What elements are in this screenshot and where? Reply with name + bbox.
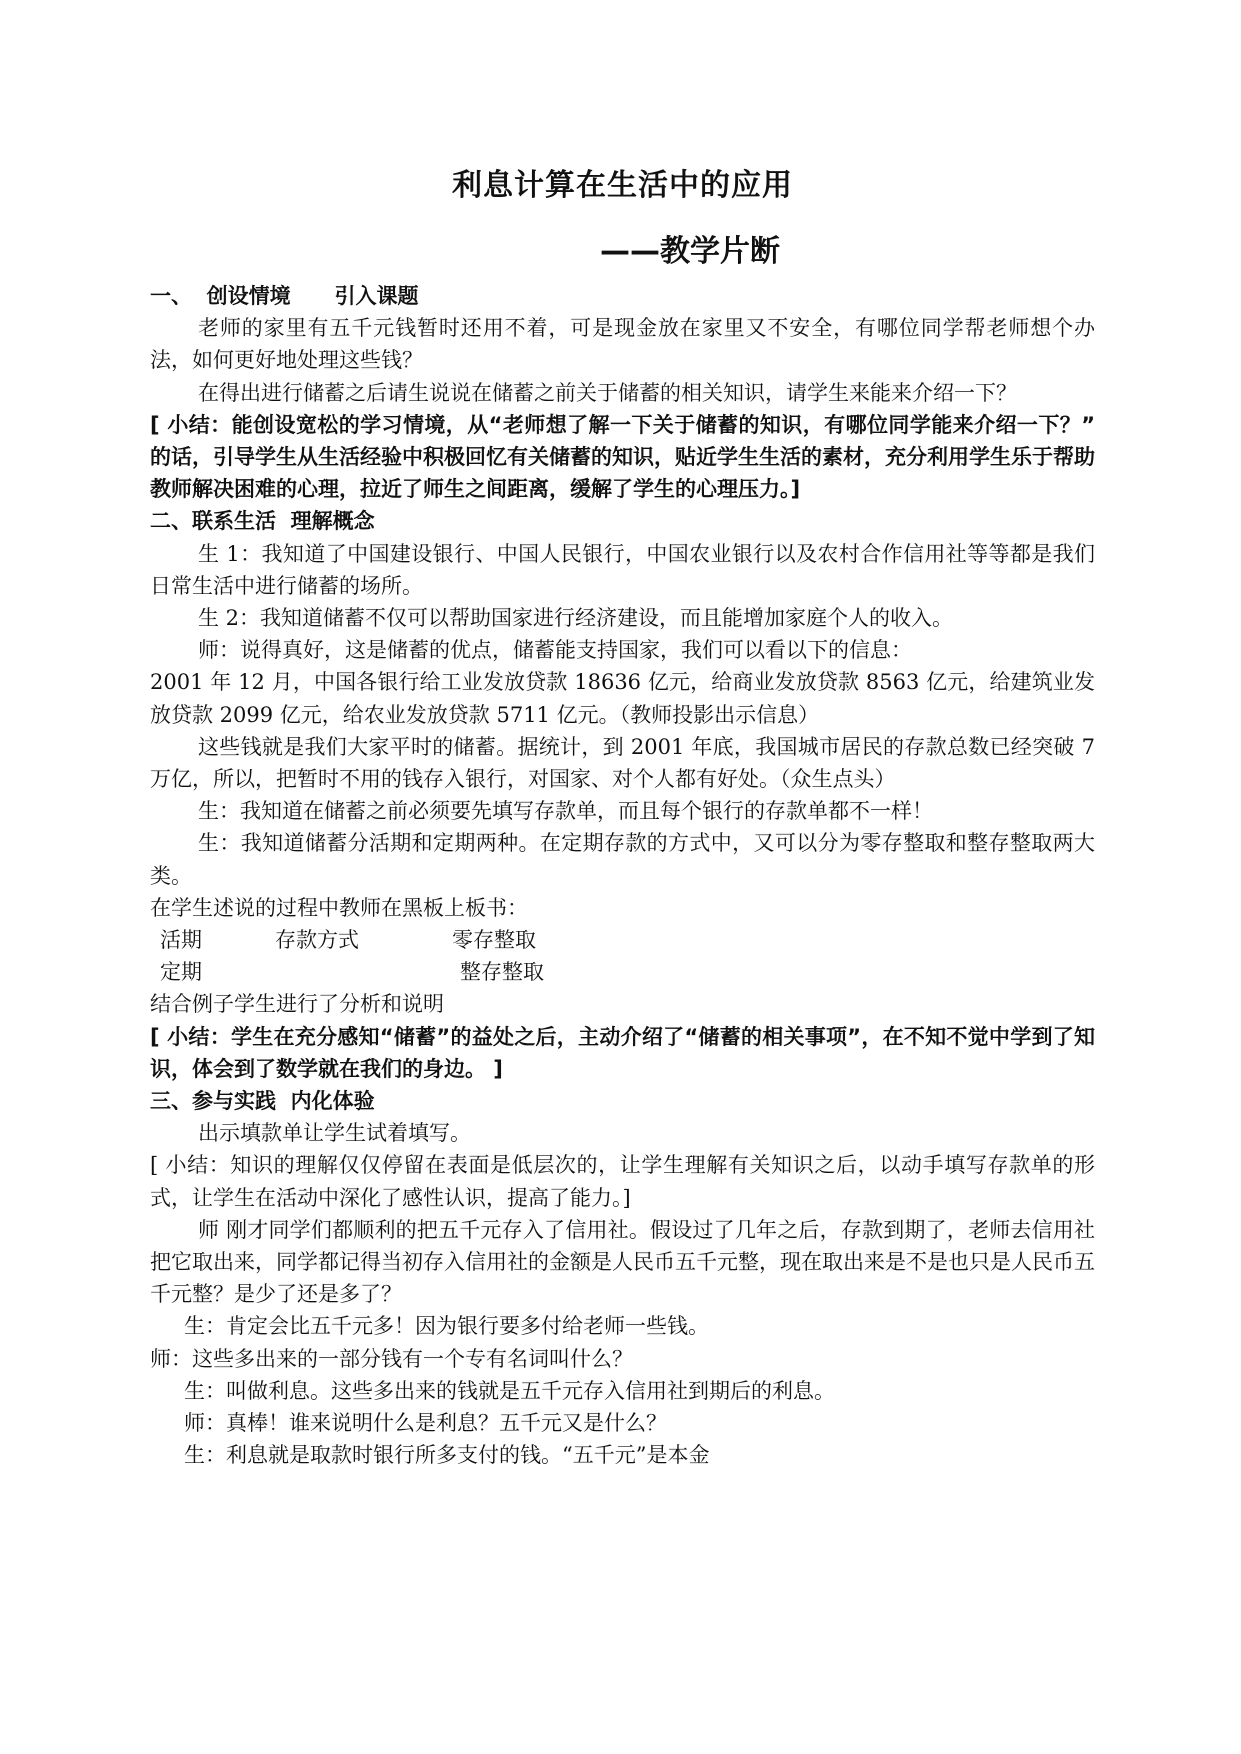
section-3-summary: [ 小结：知识的理解仅仅停留在表面是低层次的，让学生理解有关知识之后，以动手填写存款单的形式，让学生在活动中深化了感性认识，提高了能力。]	[150, 1153, 1095, 1210]
paragraph: 生：我知道储蓄分活期和定期两种。在定期存款的方式中，又可以分为零存整取和整存整取两大类。	[150, 831, 1095, 888]
paragraph: 在学生述说的过程中教师在黑板上板书：	[150, 895, 528, 920]
paragraph: 在得出进行储蓄之后请生说说在储蓄之前关于储蓄的相关知识，请学生来能来介绍一下？	[198, 380, 1017, 405]
paragraph: 这些钱就是我们大家平时的储蓄。据统计，到 2001 年底，我国城市居民的存款总数已经突破 7 万亿，所以，把暂时不用的钱存入银行，对国家、对个人都有好处。（众生点头）	[150, 734, 1095, 792]
paragraph: 结合例子学生进行了分析和说明	[150, 992, 444, 1017]
board-item: 活期	[160, 928, 202, 953]
paragraph: 师：这些多出来的一部分钱有一个专有名词叫什么？	[150, 1346, 633, 1371]
paragraph: 师：说得真好，这是储蓄的优点，储蓄能支持国家，我们可以看以下的信息：	[198, 638, 912, 663]
paragraph: 生：叫做利息。这些多出来的钱就是五千元存入信用社到期后的利息。	[184, 1378, 835, 1403]
paragraph: 生：肯定会比五千元多！因为银行要多付给老师一些钱。	[184, 1314, 709, 1339]
paragraph: 师：真棒！谁来说明什么是利息？五千元又是什么？	[184, 1411, 667, 1436]
paragraph: 生：利息就是取款时银行所多支付的钱。“五千元”是本金	[184, 1443, 710, 1468]
document-subtitle: ——教学片断	[600, 234, 780, 269]
paragraph: 生 2：我知道储蓄不仅可以帮助国家进行经济建设，而且能增加家庭个人的收入。	[198, 606, 954, 631]
paragraph: 2001 年 12 月，中国各银行给工业发放贷款 18636 亿元，给商业发放贷款 8563 亿元，给建筑业发放贷款 2099 亿元，给农业发放贷款 5711 亿元。（教师投影出示信息）	[150, 670, 1095, 727]
section-1-heading: 一、 创设情境 引入课题	[150, 284, 419, 308]
paragraph: 生：我知道在储蓄之前必须要先填写存款单，而且每个银行的存款单都不一样！	[198, 799, 933, 824]
document-body	[150, 280, 1095, 1471]
section-2-summary: [ 小结：学生在充分感知“储蓄”的益处之后，主动介绍了“储蓄的相关事项”，在不知不觉中学到了知识，体会到了数学就在我们的身边。 ]	[150, 1024, 1095, 1081]
board-item: 存款方式	[275, 928, 359, 953]
board-item: 整存整取	[460, 960, 544, 985]
board-row	[150, 924, 1095, 956]
paragraph: 生 1：我知道了中国建设银行、中国人民银行，中国农业银行以及农村合作信用社等等都是我们日常生活中进行储蓄的场所。	[150, 541, 1095, 598]
section-1-summary: [ 小结：能创设宽松的学习情境，从“老师想了解一下关于储蓄的知识，有哪位同学能来介绍一下？” 的话，引导学生从生活经验中积极回忆有关储蓄的知识，贴近学生生活的素材，充分利用学生乐于帮助教师解决困难的心理，拉近了师生之间距离，缓解了学生的心理压力。]	[150, 412, 1095, 502]
section-2-heading: 二、联系生活 理解概念	[150, 509, 375, 534]
paragraph: 老师的家里有五千元钱暂时还用不着，可是现金放在家里又不安全，有哪位同学帮老师想个办法，如何更好地处理这些钱？	[150, 316, 1095, 373]
paragraph: 出示填款单让学生试着填写。	[198, 1121, 471, 1146]
document-title: 利息计算在生活中的应用	[452, 168, 793, 203]
section-3-heading: 三、参与实践 内化体验	[150, 1089, 375, 1114]
paragraph: 师 刚才同学们都顺利的把五千元存入了信用社。假设过了几年之后，存款到期了，老师去信用社把它取出来，同学都记得当初存入信用社的金额是人民币五千元整，现在取出来是不是也只是人民币五千元整？是少了还是多了？	[150, 1217, 1095, 1307]
board-item: 零存整取	[452, 928, 536, 953]
blackboard-notes	[150, 924, 1095, 988]
board-row	[150, 956, 1095, 988]
board-item: 定期	[160, 960, 202, 985]
